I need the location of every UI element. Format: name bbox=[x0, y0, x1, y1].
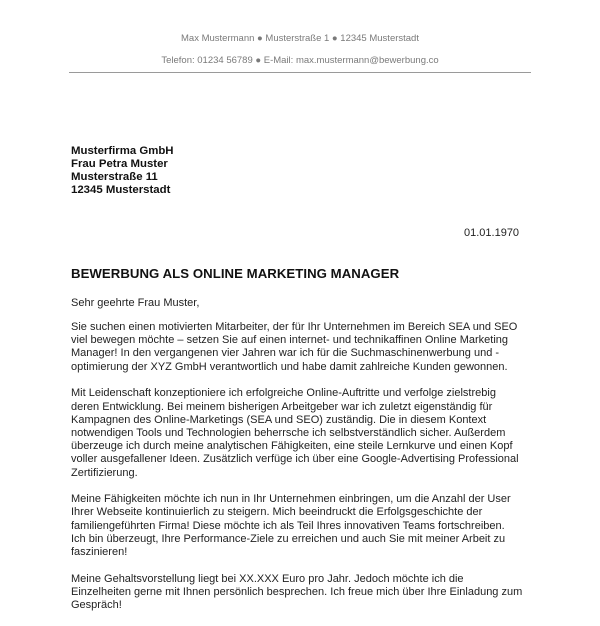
text-line: Meine Fähigkeiten möchte ich nun in Ihr Unternehmen einbringen, um die Anzahl der User bbox=[71, 493, 511, 506]
text-line: Mit Leidenschaft konzeptioniere ich erfolgreiche Online-Auftritte und verfolge zielstrebig bbox=[71, 387, 496, 400]
text-line: optimierung der XYZ GmbH verantwortlich und habe damit zahlreiche Kunden gewonnen. bbox=[71, 360, 508, 373]
text-line: überzeuge ich durch meine analytischen Fähigkeiten, eine steile Lernkurve und einen Kopf bbox=[71, 440, 513, 453]
salutation: Sehr geehrte Frau Muster, bbox=[71, 297, 200, 309]
sender-address: Max Mustermann ● Musterstraße 1 ● 12345 Musterstadt bbox=[181, 33, 419, 44]
text-line: Ihrer Webseite kontinuierlich zu steigern. Mich beeindruckt die Erfolgsgeschichte der bbox=[71, 506, 483, 519]
text-line: Manager! In den vergangenen vier Jahren war ich für die Suchmaschinenwerbung und - bbox=[71, 347, 500, 360]
text-line: Sie suchen einen motivierten Mitarbeiter, der für Ihr Unternehmen im Bereich SEA und SEO bbox=[71, 321, 518, 333]
text-line: Ich bin überzeugt, Ihre Performance-Ziele zu erreichen und auch Sie mit meiner Arbeit zu bbox=[71, 532, 506, 545]
text-line: Meine Gehaltsvorstellung liegt bei XX.XXX Euro pro Jahr. Jedoch möchte ich die bbox=[71, 572, 464, 585]
recipient-person: Frau Petra Muster bbox=[71, 158, 168, 170]
sender-contact: Telefon: 01234 56789 ● E-Mail: max.mustermann@bewerbung.co bbox=[161, 55, 439, 66]
text-line: voller ausgefallener Ideen. Zusätzlich verfüge ich über eine Google-Advertising Professional bbox=[71, 453, 519, 466]
letter-date: 01.01.1970 bbox=[464, 227, 520, 239]
text-line: viel bewegen möchte – setzen Sie auf einen internet- und technikaffinen Online Marketing bbox=[71, 334, 509, 347]
text-line: Einzelheiten gerne mit Ihnen persönlich besprechen. Ich freue mich über Ihre Einladung zum bbox=[71, 585, 523, 598]
text-line: Gespräch! bbox=[71, 599, 122, 612]
text-line: Zertifizierung. bbox=[71, 466, 138, 479]
text-line: deren Entwicklung. Bei meinem bisherigen Arbeitgeber war ich zuletzt eigenständig für bbox=[71, 400, 493, 413]
text-line: Kampagnen des Online-Marketings (SEA und SEO) zuständig. Die in diesem Kontext bbox=[71, 413, 487, 426]
body-paragraph bbox=[71, 573, 541, 613]
text-line: faszinieren! bbox=[71, 546, 128, 559]
body-paragraph bbox=[71, 493, 541, 559]
recipient-company: Musterfirma GmbH bbox=[71, 145, 174, 157]
recipient-address bbox=[71, 145, 174, 197]
body-paragraph bbox=[71, 387, 541, 479]
recipient-street: Musterstraße 11 bbox=[71, 171, 158, 183]
letter-body bbox=[71, 321, 541, 626]
sender-header bbox=[0, 33, 600, 66]
body-paragraph bbox=[71, 321, 541, 374]
recipient-city: 12345 Musterstadt bbox=[71, 184, 171, 196]
text-line: familiengeführten Firma! Diese möchte ich als Teil Ihres innovativen Teams fortschreiben. bbox=[71, 519, 505, 532]
header-divider bbox=[69, 72, 531, 73]
text-line: notwendigen Tools und Technologien beherrsche ich selbstverständlich sicher. Außerdem bbox=[71, 426, 506, 439]
letter-subject: BEWERBUNG ALS ONLINE MARKETING MANAGER bbox=[71, 266, 400, 281]
